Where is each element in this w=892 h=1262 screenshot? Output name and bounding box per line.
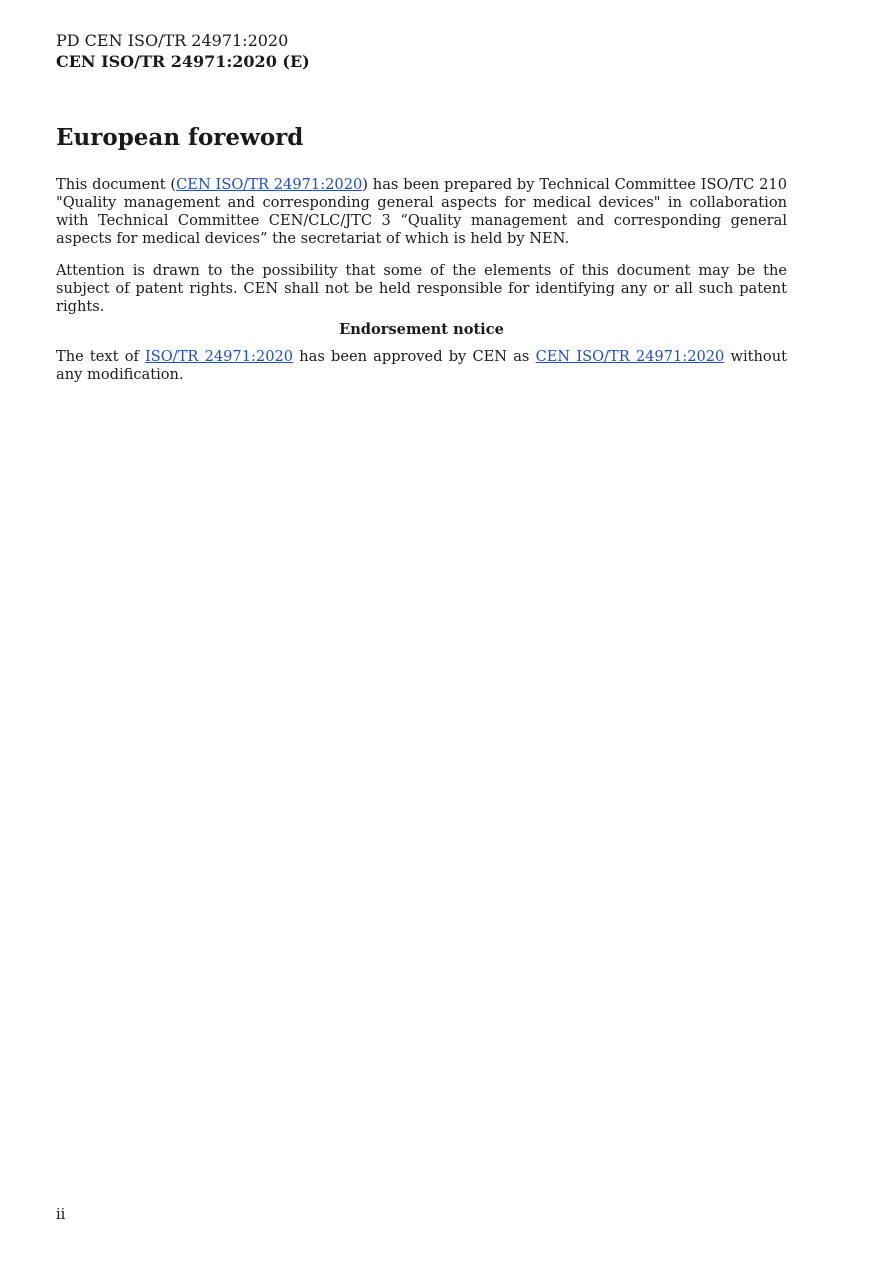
endorsement-after: without any modification. bbox=[56, 348, 787, 383]
endorsement-before: The text of bbox=[56, 348, 146, 365]
header-document-id-edition: CEN ISO/TR 24971:2020 (E) bbox=[56, 52, 310, 71]
header-document-id: PD CEN ISO/TR 24971:2020 bbox=[56, 31, 289, 50]
endorsement-paragraph bbox=[56, 348, 787, 384]
document-reference-link[interactable]: CEN ISO/TR 24971:2020 bbox=[176, 176, 363, 193]
page-title: European foreword bbox=[56, 124, 304, 151]
document-header bbox=[56, 30, 310, 72]
foreword-paragraph-1-after: ) has been prepared by Technical Committee ISO/TC 210 "Quality management and corresponding general aspects for medical devices" in collaboration with Technical Committee CEN/CLC/JTC 3 “Quality management and corresponding general aspects for medical devices” the secretariat of which is held by NEN. bbox=[56, 176, 788, 247]
cen-reference-link[interactable]: CEN ISO/TR 24971:2020 bbox=[535, 348, 725, 365]
foreword-paragraph-1-before: This document ( bbox=[56, 176, 177, 193]
endorsement-heading: Endorsement notice bbox=[339, 321, 504, 338]
page-number: ii bbox=[56, 1206, 66, 1223]
iso-reference-link[interactable]: ISO/TR 24971:2020 bbox=[145, 348, 294, 365]
foreword-paragraph-2: Attention is drawn to the possibility that some of the elements of this document may be the subject of patent rights. CEN shall not be held responsible for identifying any or all such patent rights. bbox=[56, 262, 787, 315]
endorsement-middle: has been approved by CEN as bbox=[293, 348, 536, 365]
foreword-paragraph-1 bbox=[56, 176, 787, 248]
